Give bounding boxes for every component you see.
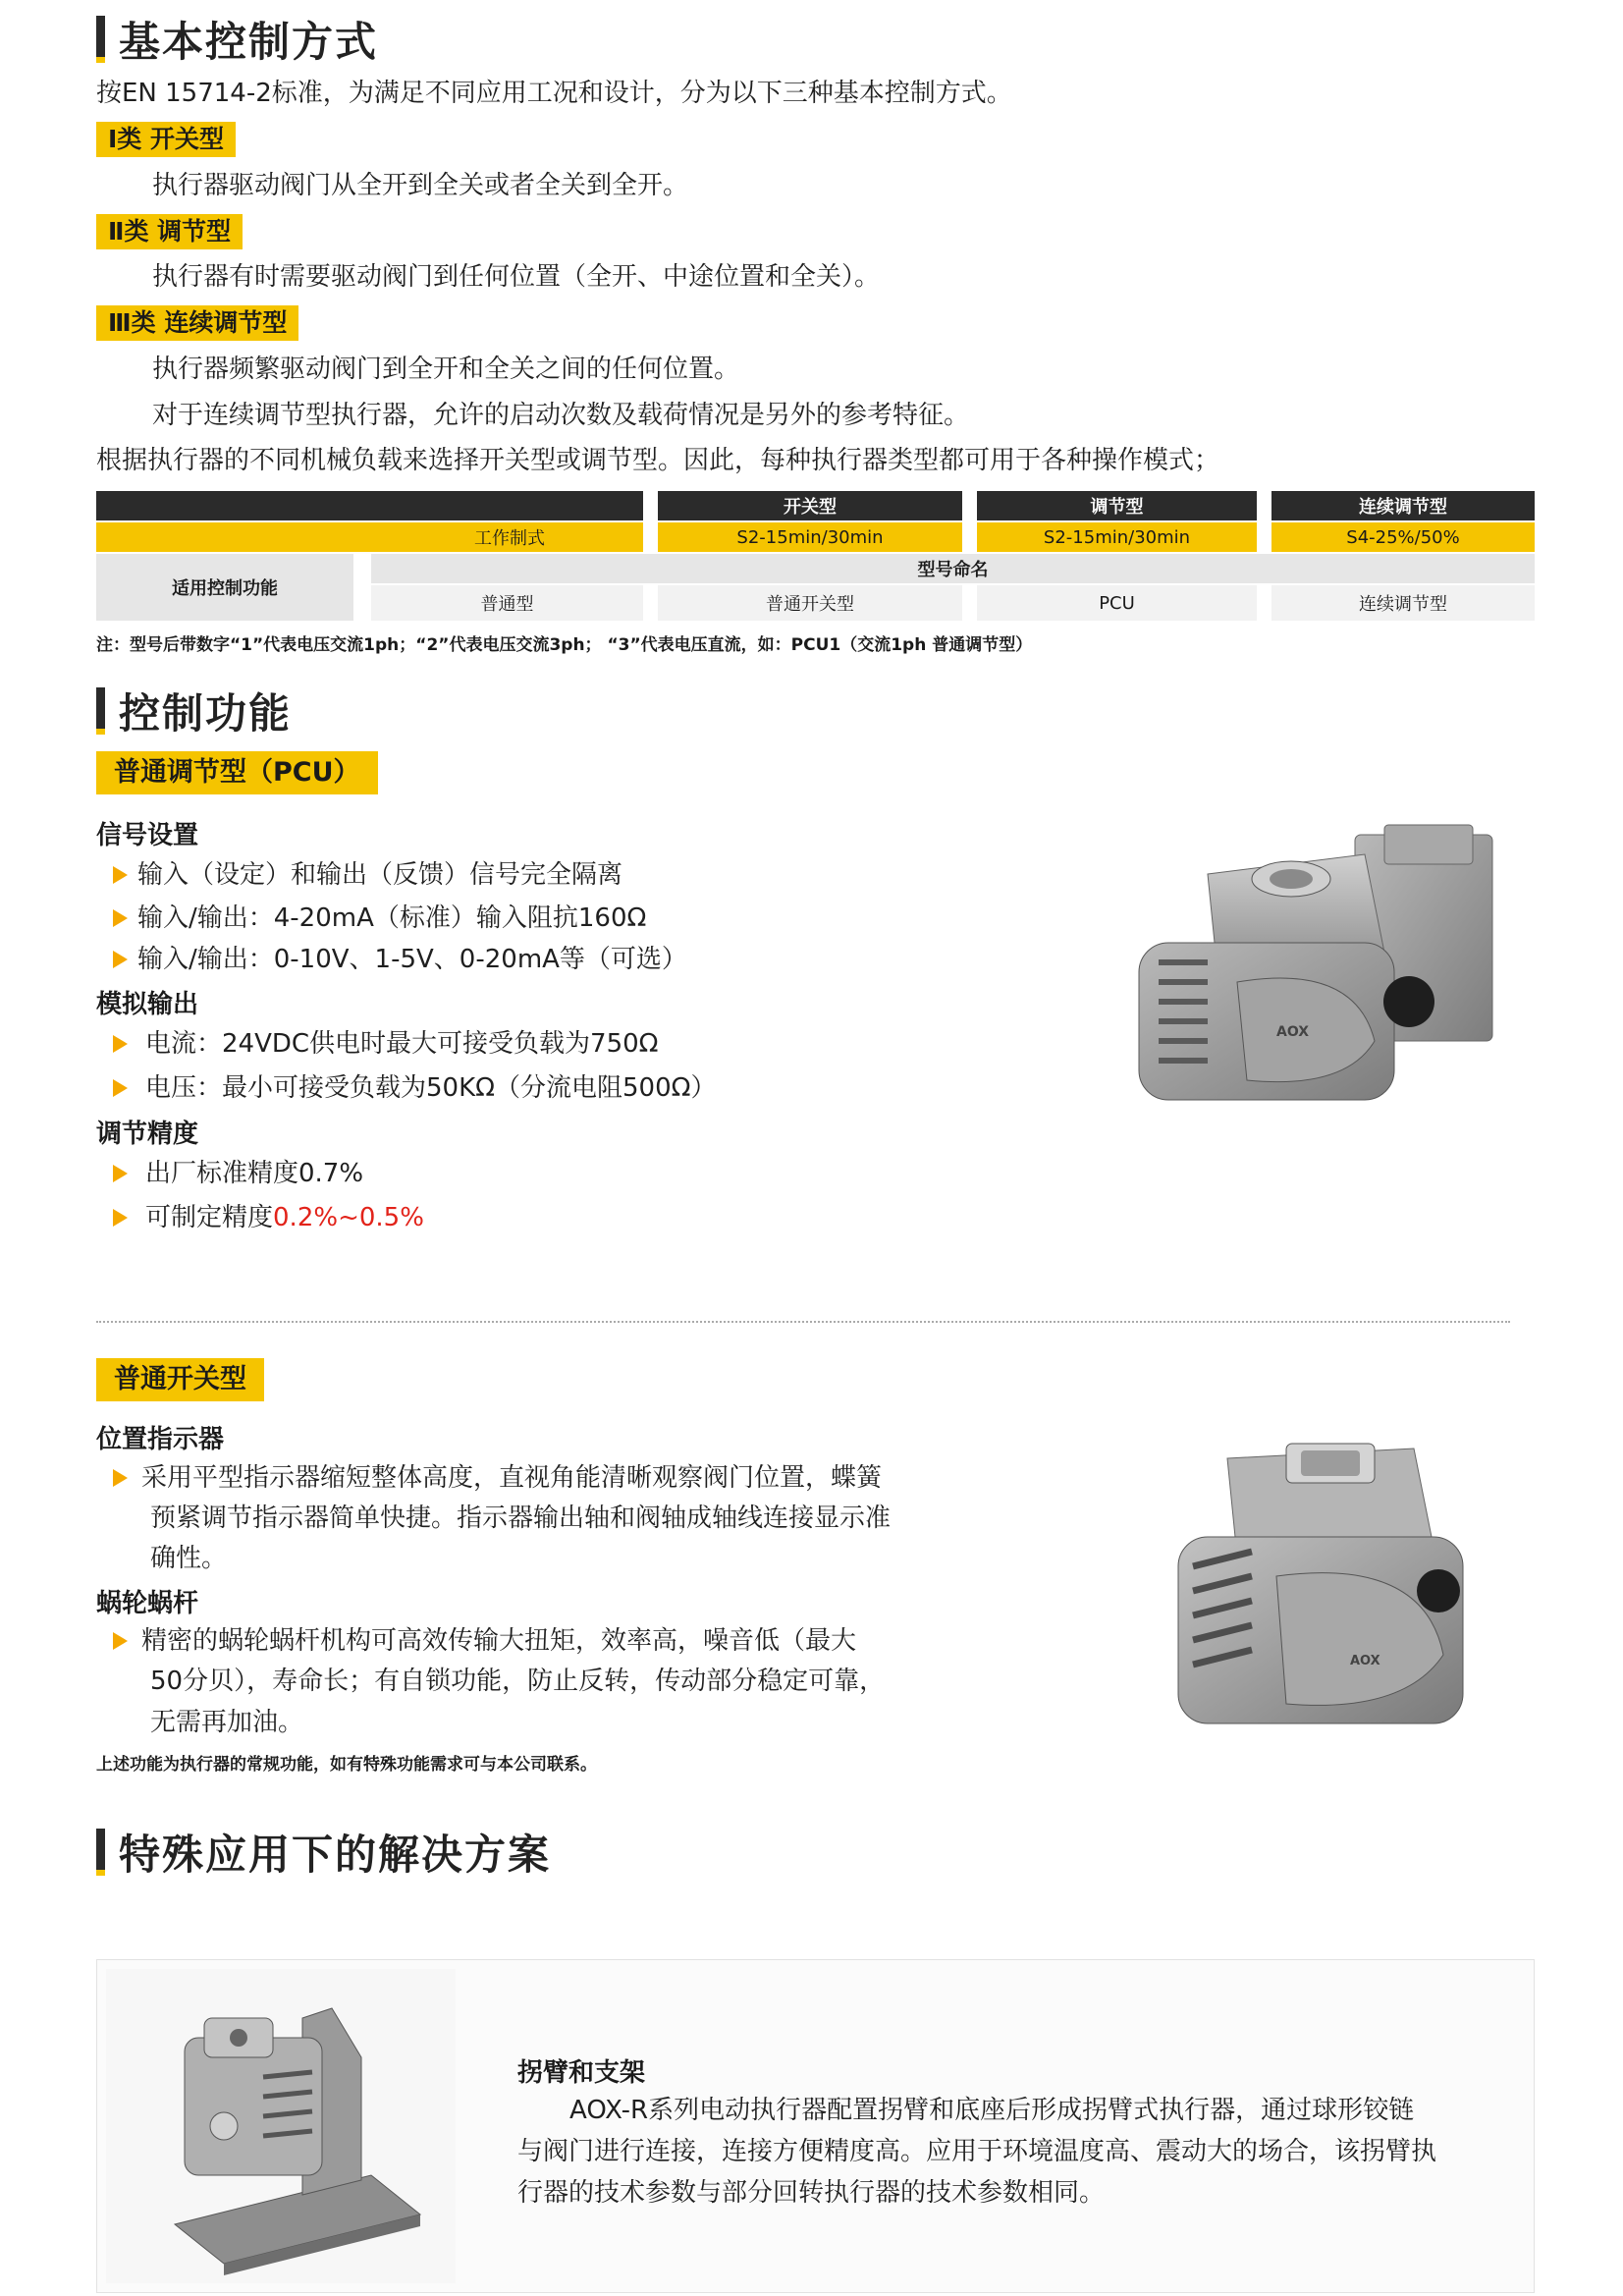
bracket-heading: 拐臂和支架 — [517, 2058, 646, 2088]
list-item: 可制定精度 0.2%~0.5% — [113, 1201, 424, 1234]
list-item: 精密的蜗轮蜗杆机构可高效传输大扭矩，效率高，噪音低（最大 — [113, 1624, 856, 1658]
table-func-label: 适用控制功能 — [96, 554, 353, 621]
type2-desc: 执行器有时需要驱动阀门到任何位置（全开、中途位置和全关）。 — [152, 262, 881, 292]
table-note: 注：型号后带数字“1”代表电压交流1ph；“2”代表电压交流3ph； “3”代表电压直流，如：PCU1（交流1ph 普通调节型） — [96, 635, 1033, 655]
section-heading-special-solutions — [96, 1823, 551, 1882]
list-item: 电压：最小可接受负载为50KΩ（分流电阻500Ω） — [113, 1071, 717, 1105]
list-item-continuation: 确性。 — [150, 1544, 228, 1573]
bullet-arrow-icon — [113, 1079, 128, 1097]
table-cell-duty-continuous: S4-25%/50% — [1271, 522, 1535, 552]
section-title: 特殊应用下的解决方案 — [119, 1831, 552, 1879]
pcu-actuator-image — [1129, 815, 1512, 1129]
list-item: 输入（设定）和输出（反馈）信号完全隔离 — [113, 858, 622, 892]
bullet-arrow-icon — [113, 1209, 128, 1227]
table-naming-label: 型号命名 — [371, 554, 1535, 583]
table-header-continuous: 连续调节型 — [1271, 491, 1535, 520]
list-item: 电流：24VDC供电时最大可接受负载为750Ω — [113, 1027, 659, 1061]
bullet-arrow-icon — [113, 1632, 128, 1650]
list-item-continuation: 无需再加油。 — [150, 1708, 304, 1737]
section-divider — [96, 1321, 1510, 1323]
section-title: 控制功能 — [119, 689, 293, 738]
table-naming-pcu: PCU — [977, 585, 1257, 621]
pcu-tag: 普通调节型（PCU） — [96, 751, 378, 794]
intro-text: 按EN 15714-2标准，为满足不同应用工况和设计，分为以下三种基本控制方式。 — [96, 79, 1012, 108]
type1-tag: Ⅰ类 开关型 — [96, 122, 236, 157]
table-cell-duty-switch: S2-15min/30min — [658, 522, 962, 552]
section-title: 基本控制方式 — [119, 18, 379, 66]
table-header-blank — [96, 491, 643, 520]
list-item: 输入/输出：0-10V、1-5V、0-20mA等（可选） — [113, 943, 687, 976]
bracket-desc-line3: 行器的技术参数与部分回转执行器的技术参数相同。 — [517, 2178, 1106, 2208]
table-cell-duty-modulating: S2-15min/30min — [977, 522, 1257, 552]
table-header-modulating: 调节型 — [977, 491, 1257, 520]
list-item-continuation: 预紧调节指示器简单快捷。指示器输出轴和阀轴成轴线连接显示准 — [150, 1503, 892, 1533]
table-row-label-duty: 工作制式 — [96, 522, 643, 552]
heading-bar — [96, 16, 105, 63]
worm-heading: 蜗轮蜗杆 — [96, 1589, 199, 1618]
table-naming-continuous: 连续调节型 — [1271, 585, 1535, 621]
bracket-desc-line2: 与阀门进行连接，连接方便精度高。应用于环境温度高、震动大的场合，该拐臂执 — [517, 2137, 1437, 2166]
svg-text:AOX: AOX — [1350, 1654, 1380, 1668]
bullet-arrow-icon — [113, 866, 128, 884]
bullet-arrow-icon — [113, 1165, 128, 1182]
crank-arm-actuator-image — [106, 1969, 456, 2283]
heading-bar — [96, 1829, 105, 1876]
precision-heading: 调节精度 — [96, 1120, 199, 1149]
bullet-arrow-icon — [113, 1469, 128, 1487]
bracket-image-frame — [106, 1969, 456, 2283]
list-item: 出厂标准精度0.7% — [113, 1157, 363, 1190]
type3-desc: 执行器频繁驱动阀门到全开和全关之间的任何位置。 — [152, 355, 740, 384]
table-naming-basic: 普通型 — [371, 585, 643, 621]
functions-note: 上述功能为执行器的常规功能，如有特殊功能需求可与本公司联系。 — [96, 1755, 597, 1775]
heading-bar — [96, 687, 105, 735]
list-item: 采用平型指示器缩短整体高度，直视角能清晰观察阀门位置，蝶簧 — [113, 1461, 882, 1495]
table-header-switch: 开关型 — [658, 491, 962, 520]
selection-paragraph: 根据执行器的不同机械负载来选择开关型或调节型。因此，每种执行器类型都可用于各种操作模式； — [96, 446, 1220, 475]
signal-heading: 信号设置 — [96, 821, 199, 850]
type3-tag: Ⅲ类 连续调节型 — [96, 305, 298, 341]
bullet-arrow-icon — [113, 909, 128, 927]
table-naming-switch: 普通开关型 — [658, 585, 962, 621]
section-heading-control-functions — [96, 682, 292, 740]
type3-desc2: 对于连续调节型执行器，允许的启动次数及载荷情况是另外的参考特征。 — [152, 401, 970, 430]
indicator-heading: 位置指示器 — [96, 1425, 225, 1454]
analog-heading: 模拟输出 — [96, 990, 199, 1019]
list-item-continuation: 50分贝），寿命长；有自锁功能，防止反转，传动部分稳定可靠， — [150, 1667, 886, 1696]
bracket-desc-line1: AOX-R系列电动执行器配置拐臂和底座后形成拐臂式执行器，通过球形铰链 — [569, 2096, 1415, 2125]
switch-tag: 普通开关型 — [96, 1358, 264, 1401]
section-heading-basic-control — [96, 10, 378, 69]
bullet-arrow-icon — [113, 951, 128, 968]
svg-text:AOX: AOX — [1276, 1024, 1310, 1040]
type1-desc: 执行器驱动阀门从全开到全关或者全关到全开。 — [152, 171, 689, 200]
custom-precision-value: 0.2%~0.5% — [273, 1203, 424, 1232]
type2-tag: Ⅱ类 调节型 — [96, 214, 243, 249]
bullet-arrow-icon — [113, 1035, 128, 1053]
switch-actuator-image — [1168, 1429, 1492, 1733]
list-item: 输入/输出：4-20mA（标准）输入阻抗160Ω — [113, 902, 646, 935]
